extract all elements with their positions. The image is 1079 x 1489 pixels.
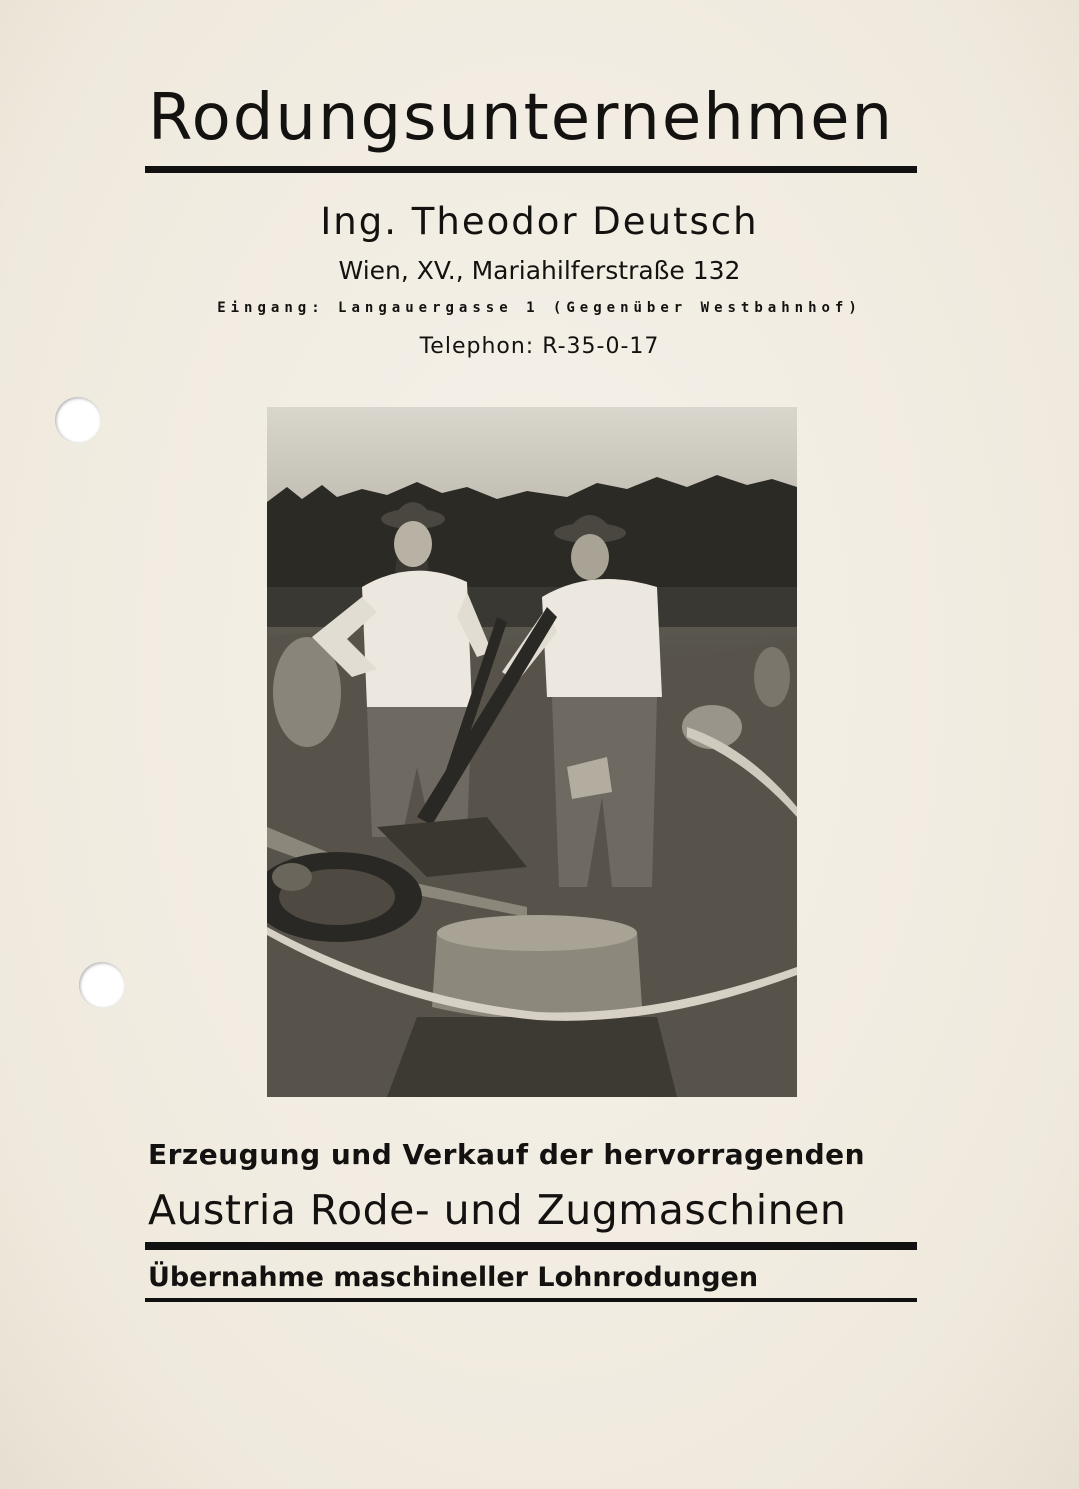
- company-telephone: Telephon: R-35-0-17: [419, 334, 660, 359]
- company-address: Wien, XV., Mariahilferstraße 132: [338, 256, 741, 285]
- footer-rule-thick: [145, 1242, 917, 1250]
- title-rule: [145, 166, 917, 173]
- punch-hole-icon: [55, 397, 101, 443]
- footer-production-line: Erzeugung und Verkauf der hervorragenden: [148, 1138, 866, 1171]
- photograph-two-men-stump-puller: [267, 407, 797, 1097]
- punch-hole-icon: [79, 962, 125, 1008]
- company-entrance: Eingang: Langauergasse 1 (Gegenüber Westbahnhof): [217, 300, 862, 316]
- page-title: Rodungsunternehmen: [148, 81, 895, 155]
- company-name: Ing. Theodor Deutsch: [320, 200, 759, 243]
- footer-service-line: Übernahme maschineller Lohnrodungen: [148, 1262, 759, 1293]
- footer-rule-thin: [145, 1298, 917, 1302]
- footer-product-line: Austria Rode- und Zugmaschinen: [148, 1186, 847, 1234]
